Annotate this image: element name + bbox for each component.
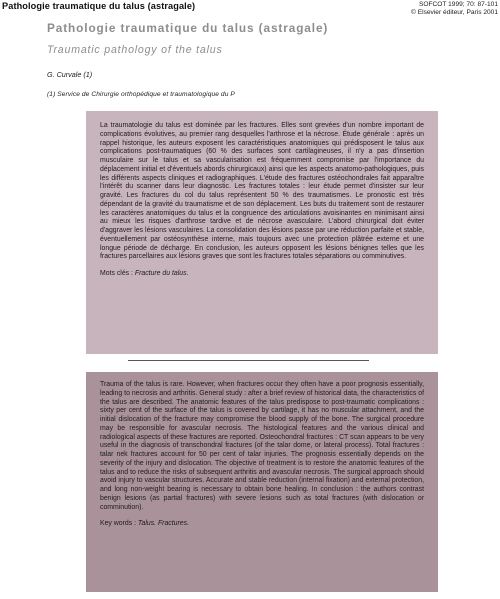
- keywords-french-label: Mots clés :: [100, 270, 133, 277]
- abstract-english-box: [86, 372, 438, 592]
- article-title-english: Traumatic pathology of the talus: [47, 44, 223, 56]
- author-line: G. Curvale (1): [47, 70, 93, 79]
- keywords-english-values: Talus. Fractures.: [137, 520, 189, 528]
- keywords-english-label: Key words :: [100, 520, 136, 528]
- publisher-line: © Elsevier éditeur, Paris 2001: [411, 9, 498, 17]
- abstract-english-text: Trauma of the talus is rare. However, when fractures occur they often have a poor prognosis essentially, leading to necrosis and arthritis. General study : after a brief review of historical data, the characteristics of the talus are described. The anatomic features of the talus predispose to post-traumatic complications : sixty per cent of the surface of the talus is covered by cartilage, it has no muscular attachment, and the initial dislocation of the fracture may compromise the blood supply of the bone. The surgical procedure may be responsible for avascular necrosis. The histological features and the various clinical and radiological aspects of these fractures are reported. Osteochondral fractures : CT scan appears to be very useful in the diagnosis of transchondral fractures (of the talar dome, or lateral process). Total fractures : talar nek fractures account for 50 per cent of talar injuries. The prognosis essentially depends on the severity of the injury and dislocation. The objective of treatment is to restore the anatomic features of the talus and to reduce the risks of subsequent arthritis and avascular necrosis. The surgical approach should avoid injury to vascular structures. Accurate and stable reduction (internal fixation) and external protection, and long non-weight bearing is necessary to obtain bone healing. In conclusion : the authors contrast benign lesions (as partial fractures) with severe lesions such as total fractures (with dislocation or comminution).: [100, 381, 424, 511]
- keywords-english: [100, 520, 424, 529]
- abstract-french-box: [86, 111, 438, 354]
- journal-info: [411, 1, 498, 18]
- author-affiliation: (1) Service de Chirurgie orthopédique et traumatologique du P: [47, 91, 235, 98]
- article-title-french: Pathologie traumatique du talus (astragale): [47, 21, 329, 35]
- keywords-french: [100, 270, 424, 279]
- abstract-french-text: La traumatologie du talus est dominée par les fractures. Elles sont grevées d'un nombre important de complications évolutives, au premier rang desquelles l'arthrose et la nécrose. Étude générale : après un rappel historique, les auteurs exposent les caractéristiques anatomiques qui prédisposent le talus aux complications post-traumatiques (60 % des surfaces sont cartilagineuses, il n'y a pas d'insertion musculaire sur le talus et sa vascularisation est fréquemment compromise par l'importance du déplacement initial et d'éventuels abords chirurgicaux) ainsi que les aspects anatomo-pathologiques, puis les différents aspects cliniques et radiographiques. L'étude des fractures ostéochondrales fait apparaître l'intérêt du scanner dans leur diagnostic. Les fractures totales : leur étude permet d'insister sur leur gravité. Les fractures du col du talus représentent 50 % des traumatismes. Le pronostic est très dépendant de la gravité du traumatisme et de son déplacement. Les buts du traitement sont de restaurer les caractères anatomiques du talus et la congruence des articulations avoisinantes en minimisant ainsi au mieux les risques d'arthrose tardive et de nécrose avasculaire. L'abord chirurgical doit éviter d'aggraver les lésions vasculaires. La consolidation des lésions passe par une réduction parfaite et stable, éventuellement par ostéosynthèse interne, mais toujours avec une protection plâtrée externe et une longue période de décharge. En conclusion, les auteurs opposent les lésions bénignes telles que les fractures parcellaires aux lésions graves que sont les fractures totales séparations ou comminutives.: [100, 122, 424, 261]
- keywords-french-values: Fracture du talus.: [134, 270, 189, 277]
- running-title: Pathologie traumatique du talus (astragale): [2, 1, 196, 11]
- journal-reference: SOFCOT 1999; 70: 87-101: [418, 1, 498, 8]
- section-divider: [128, 360, 369, 361]
